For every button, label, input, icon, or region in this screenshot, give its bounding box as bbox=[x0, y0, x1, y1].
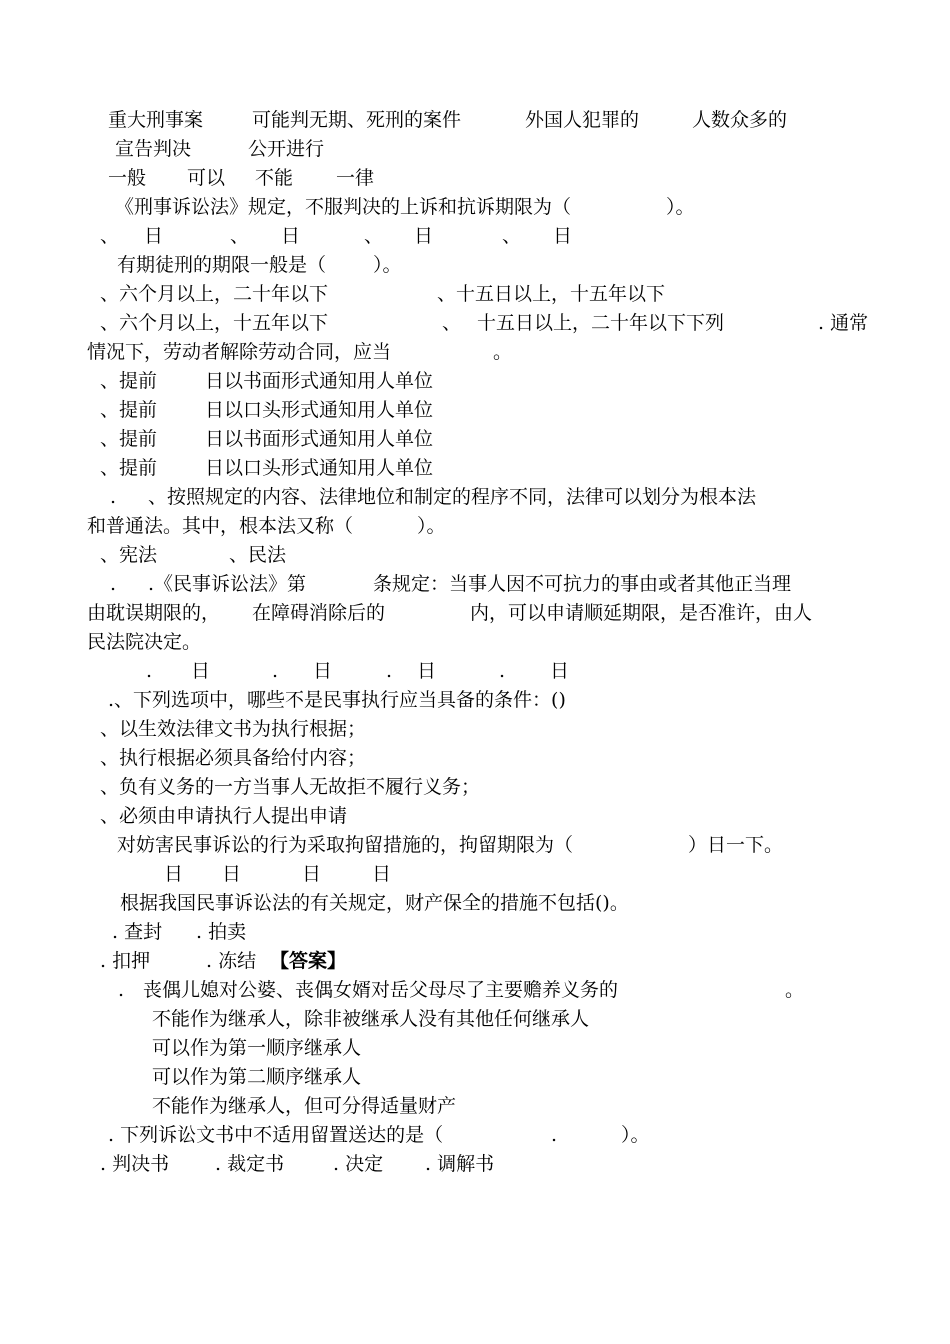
text-segment: 有期徒刑的期限一般是（ bbox=[117, 254, 327, 276]
text-segment: 、 bbox=[502, 225, 522, 247]
text-segment: 日以口头形式通知用人单位 bbox=[205, 399, 434, 421]
text-segment: 可以作为第一顺序继承人 bbox=[152, 1037, 362, 1059]
text-segment: 日 bbox=[550, 660, 570, 682]
text-segment: 日 bbox=[553, 225, 573, 247]
text-segment: . 通常 bbox=[818, 312, 869, 334]
text-line bbox=[0, 164, 950, 193]
text-segment: 日以书面形式通知用人单位 bbox=[205, 370, 434, 392]
text-segment: 日 bbox=[222, 863, 242, 885]
text-segment: 民法院决定。 bbox=[87, 631, 202, 653]
text-line bbox=[0, 657, 950, 686]
text-segment: ）。 bbox=[373, 254, 402, 276]
text-segment: . 查封 bbox=[112, 921, 163, 943]
text-segment: ）。 bbox=[417, 515, 446, 537]
text-segment: 、必须由申请执行人提出申请 bbox=[100, 805, 348, 827]
text-segment: 一律 bbox=[336, 167, 375, 189]
text-line bbox=[0, 976, 950, 1005]
text-segment: 十五日以上，二十年以下下列 bbox=[477, 312, 725, 334]
text-segment: 日以书面形式通知用人单位 bbox=[205, 428, 434, 450]
text-line bbox=[0, 541, 950, 570]
text-segment: ）日一下。 bbox=[688, 834, 784, 856]
text-segment: 可以作为第二顺序继承人 bbox=[152, 1066, 362, 1088]
text-segment: 。 bbox=[493, 341, 513, 363]
text-line bbox=[0, 193, 950, 222]
text-segment: 、 bbox=[364, 225, 384, 247]
text-line bbox=[0, 222, 950, 251]
text-segment: 、提前 bbox=[100, 428, 158, 450]
text-line bbox=[0, 860, 950, 889]
text-segment: 日以口头形式通知用人单位 bbox=[205, 457, 434, 479]
text-line bbox=[0, 106, 950, 135]
text-segment: 、提前 bbox=[100, 457, 158, 479]
text-segment: 、以生效法律文书为执行根据； bbox=[100, 718, 367, 740]
text-segment: . bbox=[110, 486, 117, 508]
text-line bbox=[0, 947, 950, 976]
text-segment: 可以 bbox=[187, 167, 226, 189]
text-segment: 一般 bbox=[108, 167, 147, 189]
text-segment: 日 bbox=[372, 863, 392, 885]
text-segment: 公开进行 bbox=[248, 138, 325, 160]
text-line bbox=[0, 802, 950, 831]
text-segment: 、六个月以上，十五年以下 bbox=[100, 312, 329, 334]
text-segment: 宣告判决 bbox=[115, 138, 192, 160]
text-line bbox=[0, 512, 950, 541]
text-segment: . 裁定书 bbox=[215, 1153, 285, 1175]
text-segment: 在障碍消除后的 bbox=[252, 602, 386, 624]
text-segment: 、宪法 bbox=[100, 544, 158, 566]
text-segment: . 扣押 bbox=[100, 950, 151, 972]
text-line bbox=[0, 135, 950, 164]
text-line bbox=[0, 1150, 950, 1179]
text-segment: 。 bbox=[785, 979, 805, 1001]
text-segment: . 冻结 bbox=[206, 950, 257, 972]
text-line bbox=[0, 425, 950, 454]
text-segment: 不能作为继承人，除非被继承人没有其他任何继承人 bbox=[152, 1008, 590, 1030]
text-line bbox=[0, 570, 950, 599]
text-segment: 日 bbox=[144, 225, 164, 247]
text-segment: . bbox=[551, 1124, 558, 1146]
text-segment: .、下列选项中，哪些不是民事执行应当具备的条件：() bbox=[108, 689, 566, 711]
text-segment: 、提前 bbox=[100, 370, 158, 392]
text-segment: 、提前 bbox=[100, 399, 158, 421]
text-segment: 、六个月以上，二十年以下 bbox=[100, 283, 329, 305]
text-segment: 可能判无期、死刑的案件 bbox=[252, 109, 462, 131]
text-segment: 日 bbox=[313, 660, 333, 682]
text-segment: 、 bbox=[100, 225, 120, 247]
text-line bbox=[0, 251, 950, 280]
text-line bbox=[0, 1121, 950, 1150]
text-line bbox=[0, 686, 950, 715]
text-segment: .《民事诉讼法》第 bbox=[148, 573, 307, 595]
text-segment: ）。 bbox=[666, 196, 695, 218]
text-segment: 日 bbox=[164, 863, 184, 885]
text-segment: ）。 bbox=[621, 1124, 650, 1146]
text-line bbox=[0, 396, 950, 425]
text-segment: . bbox=[118, 979, 125, 1001]
text-segment: 不能作为继承人，但可分得适量财产 bbox=[152, 1095, 457, 1117]
text-line bbox=[0, 889, 950, 918]
text-segment: . 拍卖 bbox=[196, 921, 247, 943]
text-segment: . 决定 bbox=[333, 1153, 384, 1175]
text-segment: 、负有义务的一方当事人无故拒不履行义务； bbox=[100, 776, 481, 798]
text-line bbox=[0, 1034, 950, 1063]
text-line bbox=[0, 1063, 950, 1092]
text-line bbox=[0, 367, 950, 396]
text-segment: 不能 bbox=[255, 167, 294, 189]
text-segment: 人数众多的 bbox=[692, 109, 788, 131]
answer-label: 【答案】 bbox=[270, 950, 347, 972]
text-line bbox=[0, 628, 950, 657]
text-segment: 、 bbox=[442, 312, 462, 334]
text-segment: 外国人犯罪的 bbox=[525, 109, 640, 131]
text-segment: 对妨害民事诉讼的行为采取拘留措施的，拘留期限为（ bbox=[117, 834, 574, 856]
text-segment: 日 bbox=[281, 225, 301, 247]
text-segment: 和普通法。其中，根本法又称（ bbox=[87, 515, 354, 537]
text-segment: 《刑事诉讼法》规定，不服判决的上诉和抗诉期限为（ bbox=[115, 196, 572, 218]
text-line bbox=[0, 454, 950, 483]
text-line bbox=[0, 1092, 950, 1121]
text-segment: 日 bbox=[191, 660, 211, 682]
text-segment: 由耽误期限的， bbox=[87, 602, 221, 624]
text-segment: 条规定：当事人因不可抗力的事由或者其他正当理 bbox=[373, 573, 792, 595]
text-segment: 日 bbox=[417, 660, 437, 682]
text-line bbox=[0, 483, 950, 512]
text-segment: . 调解书 bbox=[425, 1153, 495, 1175]
text-line bbox=[0, 744, 950, 773]
text-segment: 内，可以申请顺延期限，是否准许，由人 bbox=[470, 602, 813, 624]
text-line bbox=[0, 599, 950, 628]
text-line bbox=[0, 918, 950, 947]
text-line bbox=[0, 831, 950, 860]
text-segment: 、执行根据必须具备给付内容； bbox=[100, 747, 367, 769]
text-segment: 、按照规定的内容、法律地位和制定的程序不同，法律可以划分为根本法 bbox=[148, 486, 757, 508]
text-segment: . bbox=[499, 660, 506, 682]
text-segment: 情况下，劳动者解除劳动合同，应当 bbox=[87, 341, 392, 363]
text-segment: 丧偶儿媳对公婆、丧偶女婿对岳父母尽了主要赡养义务的 bbox=[143, 979, 619, 1001]
text-line bbox=[0, 1005, 950, 1034]
text-segment: 日 bbox=[302, 863, 322, 885]
text-segment: 重大刑事案 bbox=[108, 109, 204, 131]
text-line bbox=[0, 280, 950, 309]
text-line bbox=[0, 309, 950, 338]
text-segment: . 判决书 bbox=[100, 1153, 170, 1175]
text-segment: 、民法 bbox=[229, 544, 287, 566]
text-line bbox=[0, 773, 950, 802]
text-line bbox=[0, 338, 950, 367]
text-segment: 日 bbox=[414, 225, 434, 247]
text-line bbox=[0, 715, 950, 744]
text-segment: . 下列诉讼文书中不适用留置送达的是（ bbox=[108, 1124, 444, 1146]
text-segment: 根据我国民事诉讼法的有关规定，财产保全的措施不包括()。 bbox=[120, 892, 629, 914]
text-segment: . bbox=[386, 660, 393, 682]
text-segment: . bbox=[110, 573, 117, 595]
text-segment: 、十五日以上，十五年以下 bbox=[437, 283, 666, 305]
text-segment: . bbox=[146, 660, 153, 682]
text-segment: . bbox=[272, 660, 279, 682]
text-segment: 、 bbox=[230, 225, 250, 247]
